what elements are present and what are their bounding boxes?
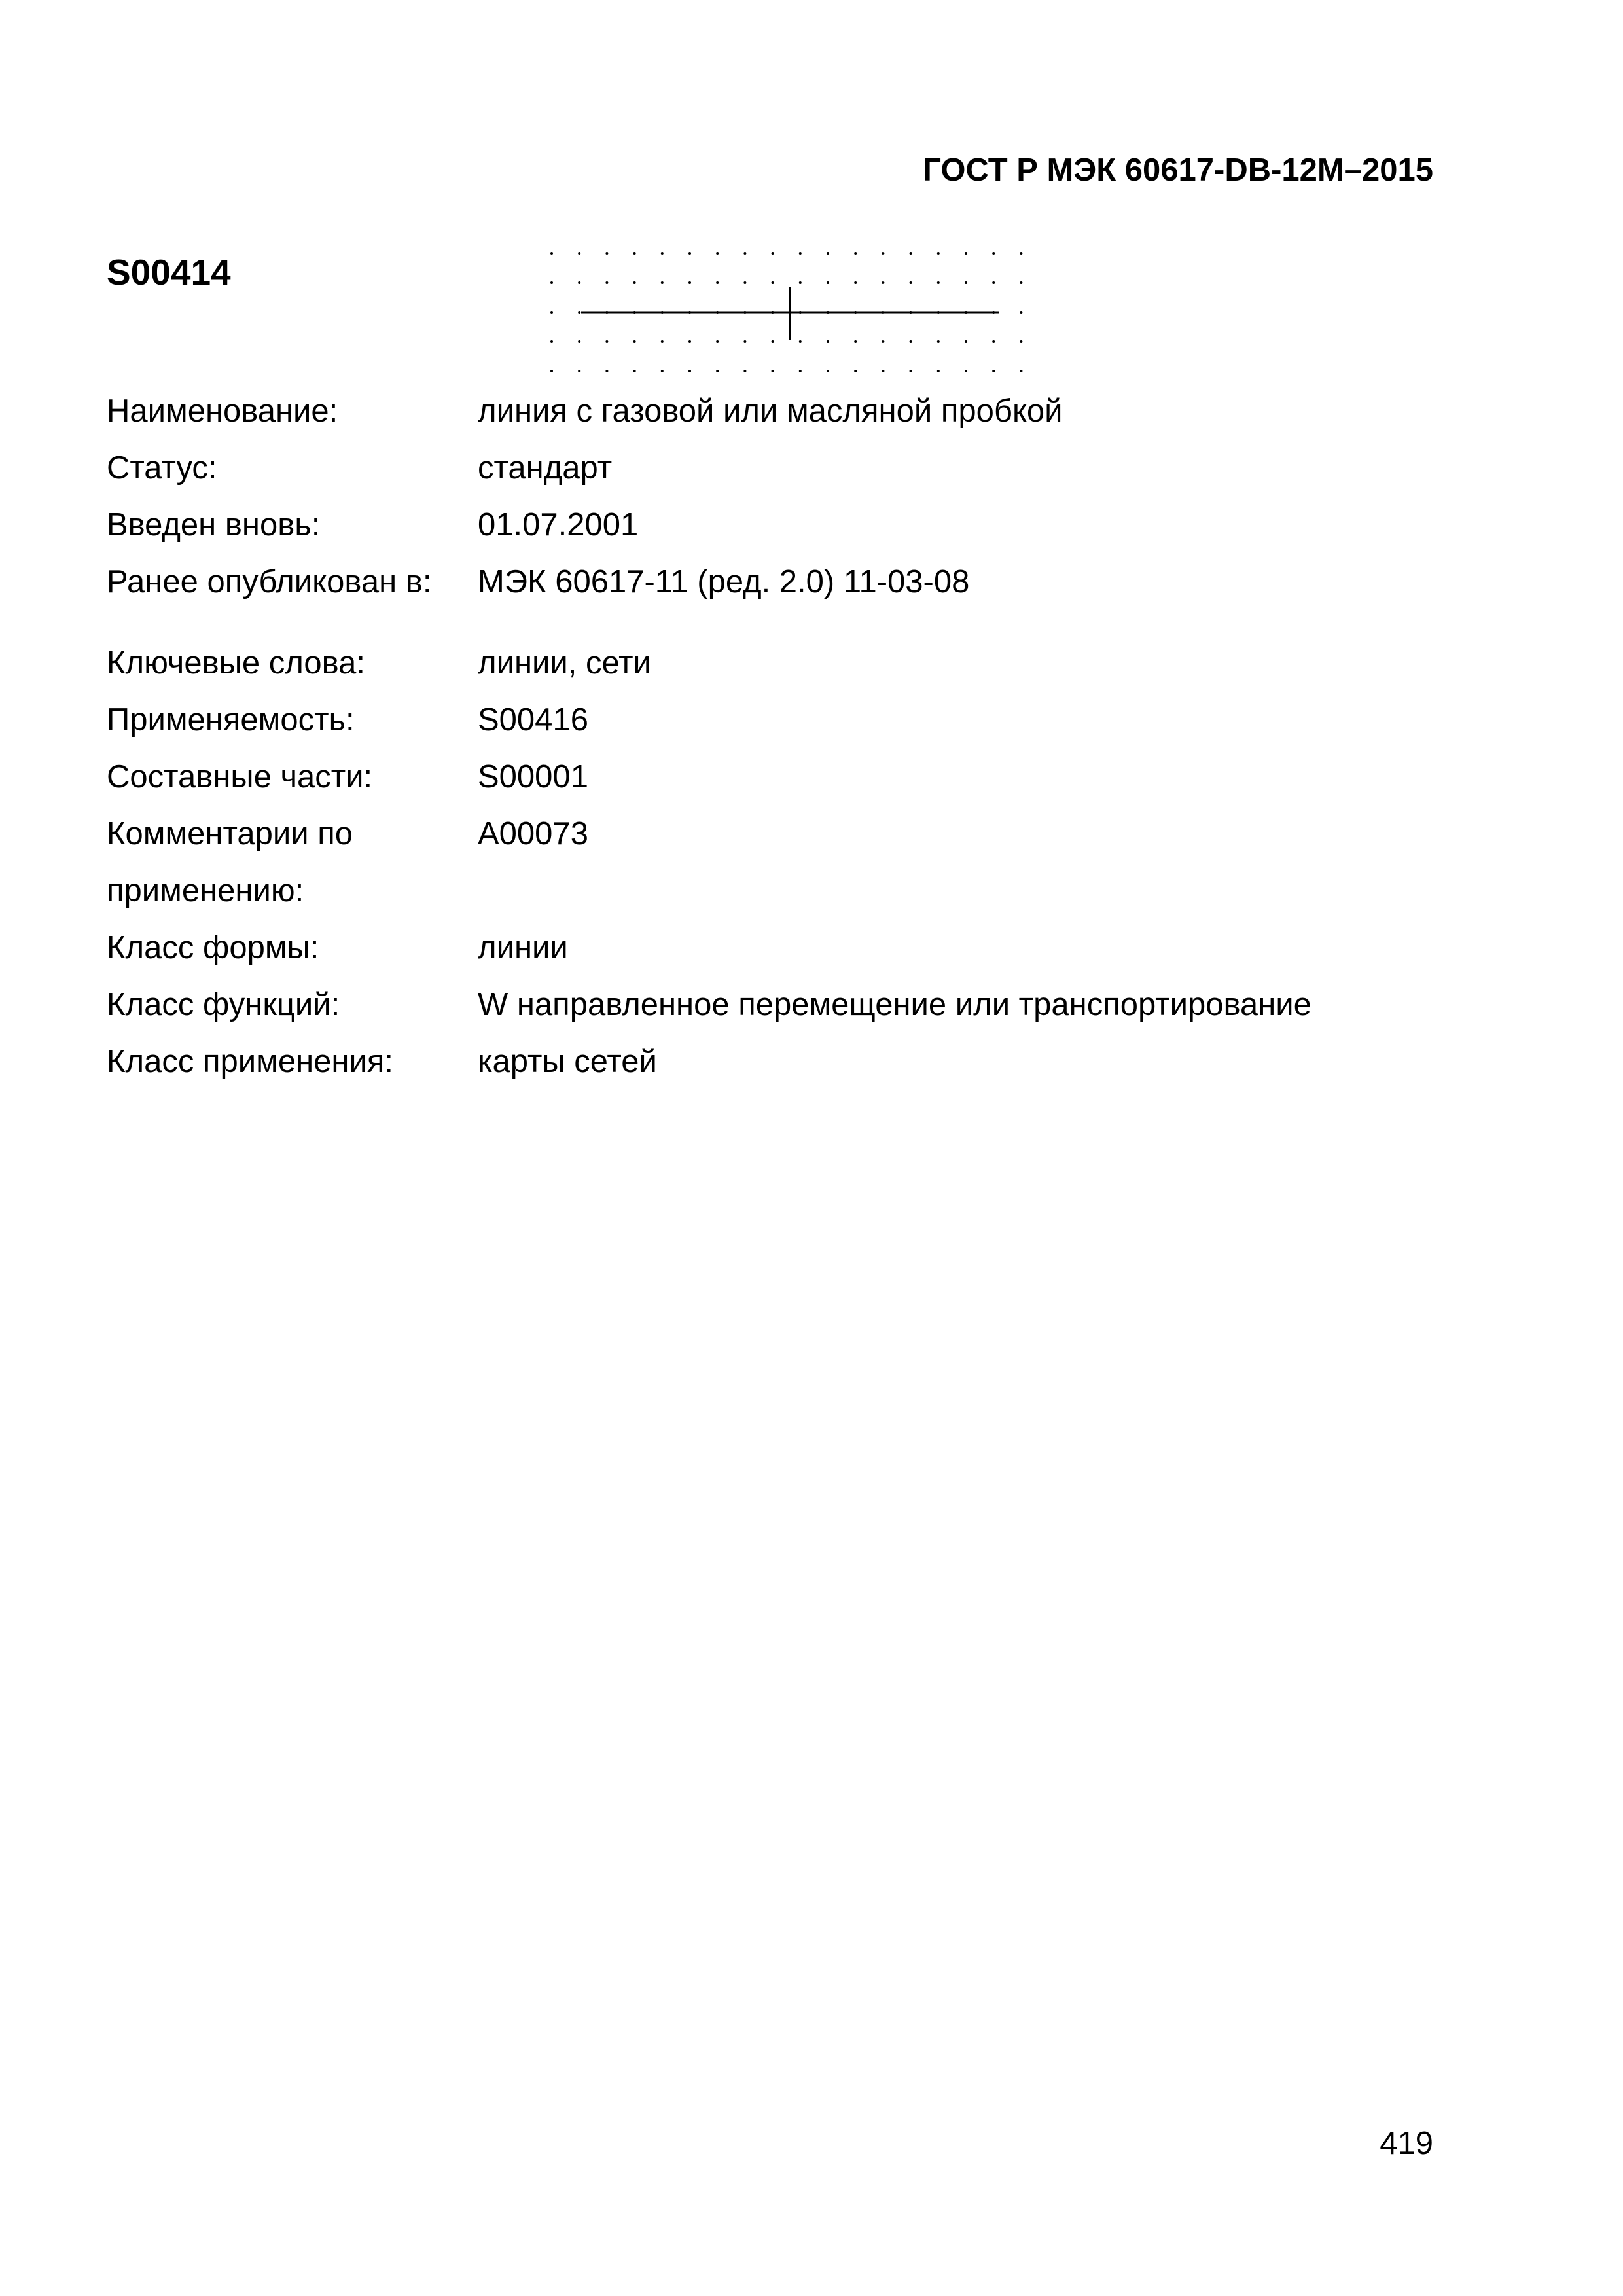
grid-dot <box>772 370 774 372</box>
grid-dot <box>578 340 580 343</box>
property-label: Применяемость: <box>107 702 355 738</box>
property-row-status <box>107 440 1448 497</box>
grid-dot <box>910 281 912 284</box>
grid-dot <box>1020 340 1022 343</box>
grid-dot <box>633 370 636 372</box>
grid-dot <box>827 340 829 343</box>
grid-dot <box>937 370 940 372</box>
grid-dot <box>937 252 940 255</box>
grid-dot <box>743 252 746 255</box>
grid-dot <box>854 340 857 343</box>
grid-dot <box>965 252 967 255</box>
grid-dot <box>661 252 664 255</box>
property-label: Наименование: <box>107 393 338 429</box>
grid-dot <box>910 252 912 255</box>
property-label: Класс функций: <box>107 987 340 1022</box>
grid-dot <box>688 370 691 372</box>
symbol-code: S00414 <box>107 252 231 293</box>
property-label: Класс применения: <box>107 1044 393 1079</box>
symbol-graphic <box>548 247 1026 377</box>
grid-dot <box>578 252 580 255</box>
property-row-shape-class <box>107 920 1448 977</box>
property-label: Ранее опубликован в: <box>107 564 432 600</box>
grid-dot <box>937 340 940 343</box>
grid-dot <box>992 370 995 372</box>
property-row-components <box>107 749 1448 806</box>
property-row-function-class <box>107 977 1448 1033</box>
property-row-introduced <box>107 497 1448 554</box>
grid-dot <box>605 340 608 343</box>
grid-dot <box>910 370 912 372</box>
grid-dot <box>688 340 691 343</box>
grid-dot <box>882 281 884 284</box>
property-row-name <box>107 383 1448 440</box>
grid-dot <box>550 370 553 372</box>
grid-dot <box>854 370 857 372</box>
grid-dot <box>661 370 664 372</box>
property-label: Составные части: <box>107 759 373 795</box>
grid-dot <box>633 340 636 343</box>
property-value: S00001 <box>478 759 588 795</box>
grid-dot <box>661 340 664 343</box>
property-label: Введен вновь: <box>107 507 321 543</box>
grid-dot <box>661 281 664 284</box>
grid-dot <box>743 340 746 343</box>
grid-dot <box>550 281 553 284</box>
grid-dot <box>882 252 884 255</box>
grid-dot <box>550 252 553 255</box>
grid-dot <box>827 281 829 284</box>
grid-dot <box>633 281 636 284</box>
grid-dot <box>1020 370 1022 372</box>
property-label: Ключевые слова: <box>107 645 365 681</box>
grid-dot <box>772 340 774 343</box>
grid-dot <box>578 311 580 314</box>
grid-dot <box>799 252 802 255</box>
property-value: 01.07.2001 <box>478 507 639 543</box>
grid-dot <box>882 370 884 372</box>
grid-dot <box>550 340 553 343</box>
grid-dot <box>965 340 967 343</box>
page-number: 419 <box>1380 2126 1433 2161</box>
grid-dot <box>854 281 857 284</box>
grid-dot <box>743 281 746 284</box>
grid-dot <box>965 281 967 284</box>
property-value: стандарт <box>478 450 613 486</box>
grid-dot <box>716 252 719 255</box>
grid-dot <box>772 252 774 255</box>
property-value: A00073 <box>478 816 588 852</box>
grid-dot <box>992 340 995 343</box>
property-value: линии, сети <box>478 645 651 681</box>
grid-dot <box>910 340 912 343</box>
grid-dot <box>605 370 608 372</box>
property-label: Статус: <box>107 450 217 486</box>
grid-dot <box>743 370 746 372</box>
grid-dot <box>605 252 608 255</box>
grid-dot <box>772 281 774 284</box>
grid-dot <box>578 281 580 284</box>
grid-dot <box>716 370 719 372</box>
grid-dot <box>716 281 719 284</box>
grid-dot <box>605 281 608 284</box>
grid-dot <box>827 370 829 372</box>
grid-dot <box>1020 281 1022 284</box>
property-label: Класс формы: <box>107 930 319 965</box>
symbol-properties <box>107 383 1448 1090</box>
grid-dot <box>799 370 802 372</box>
property-value: карты сетей <box>478 1044 657 1079</box>
grid-dot <box>1020 311 1022 314</box>
property-value: линии <box>478 930 568 965</box>
grid-dot <box>578 370 580 372</box>
grid-dot <box>799 340 802 343</box>
property-row-published-in <box>107 554 1448 611</box>
property-row-keywords <box>107 635 1448 692</box>
standard-designation: ГОСТ Р МЭК 60617-DB-12M–2015 <box>923 152 1433 188</box>
grid-dot <box>688 252 691 255</box>
grid-dot <box>1020 252 1022 255</box>
grid-dot <box>992 281 995 284</box>
grid-dot <box>633 252 636 255</box>
grid-dot <box>550 311 553 314</box>
property-value: МЭК 60617-11 (ред. 2.0) 11-03-08 <box>478 564 970 600</box>
property-row-application-notes <box>107 806 1448 920</box>
grid-dot <box>827 252 829 255</box>
grid-dot <box>688 281 691 284</box>
property-value: W направленное перемещение или транспортирование <box>478 987 1311 1022</box>
grid-dot <box>882 340 884 343</box>
grid-dot <box>937 281 940 284</box>
grid-dot <box>854 252 857 255</box>
grid-dot <box>799 281 802 284</box>
property-value: S00416 <box>478 702 588 738</box>
grid-dot <box>716 340 719 343</box>
property-label: Комментарии по применению: <box>107 816 353 908</box>
property-row-applicability <box>107 692 1448 749</box>
property-row-application-class <box>107 1033 1448 1090</box>
grid-dot <box>992 252 995 255</box>
property-value: линия с газовой или масляной пробкой <box>478 393 1063 429</box>
grid-dot <box>965 370 967 372</box>
